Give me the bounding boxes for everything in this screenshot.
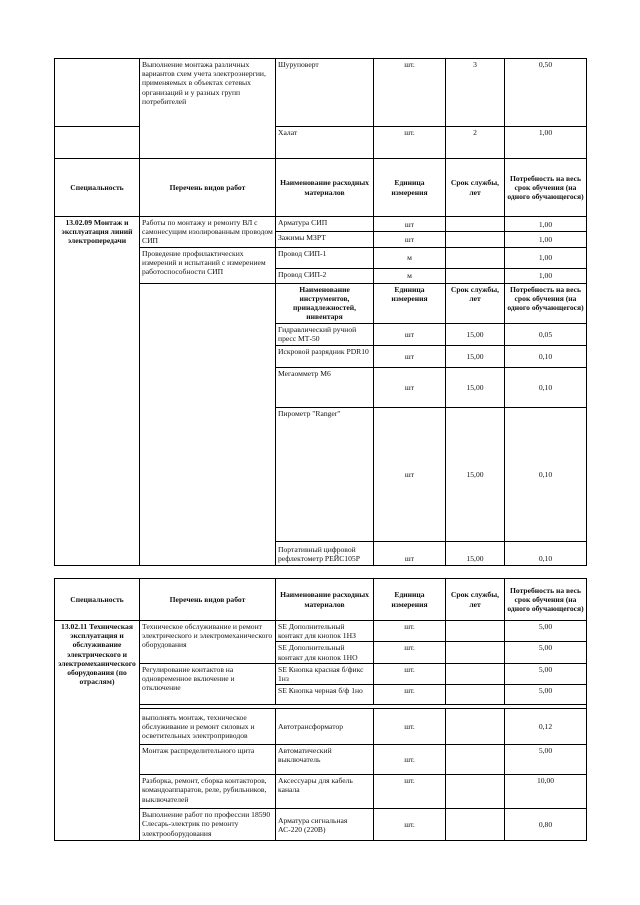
material-unit: м (374, 268, 446, 283)
tool-name: Гидравлический ручной пресс МТ-50 (276, 323, 374, 345)
material-unit: шт. (374, 685, 446, 705)
work-cell: Работы по монтажу и ремонту ВЛ с самонесущим изолированным проводом СИП (140, 217, 276, 248)
material-unit: шт. (374, 621, 446, 642)
material-name: Зажимы МЗРТ (276, 232, 374, 247)
tool-name: Пирометр "Ranger" (276, 407, 374, 541)
tool-unit: шт (374, 367, 446, 407)
subheader-unit: Единица измерения (374, 283, 446, 323)
material-need: 1,00 (505, 232, 587, 247)
material-name: SE Дополнительный контакт для кнопок 1НЗ (276, 621, 374, 642)
subheader-need: Потребность на весь срок обучения (на одного обучающегося) (505, 283, 587, 323)
table-continuation (54, 58, 587, 217)
material-unit: шт. (374, 709, 446, 745)
material-unit: шт. (374, 809, 446, 841)
material-name: Шуруповерт (276, 59, 374, 127)
work-cell: Выполнение монтажа различных вариантов схем учета электроэнергии, применяемых в объектах сетевых организаций и у разных групп потребителей (140, 59, 276, 159)
tool-need: 0,10 (505, 407, 587, 541)
work-cell: Регулирование контактов на одновременное включение и отключение (140, 663, 276, 704)
material-need: 5,00 (505, 642, 587, 663)
material-name: SE Кнопка красная б/фикс 1нз (276, 663, 374, 684)
header-spec: Специальность (55, 579, 140, 621)
header-need: Потребность на весь срок обучения (на одного обучающегося) (505, 159, 587, 217)
material-need: 10,00 (505, 775, 587, 809)
material-need: 5,00 (505, 745, 587, 775)
work-cell: Техническое обслуживание и ремонт электрического и электромеханического оборудования (140, 621, 276, 664)
tool-life: 15,00 (446, 323, 505, 345)
material-need: 1,00 (505, 217, 587, 232)
tool-life: 15,00 (446, 345, 505, 367)
material-name: Арматура сигнальная АС-220 (220В) (276, 809, 374, 841)
tool-need: 0,10 (505, 541, 587, 565)
material-unit: шт. (374, 59, 446, 127)
material-need: 5,00 (505, 621, 587, 642)
material-need: 0,80 (505, 809, 587, 841)
tool-name: Искровой разрядник PDR10 (276, 345, 374, 367)
tool-name: Портативный цифровой рефлектометр РЕЙС105Р (276, 541, 374, 565)
material-unit: шт. (374, 642, 446, 663)
material-name: Халат (276, 127, 374, 159)
material-unit: м (374, 247, 446, 268)
header-materials: Наименование расходных материалов (276, 159, 374, 217)
tool-need: 0,10 (505, 367, 587, 407)
table-13-02-11 (54, 578, 587, 841)
work-cell: Разборка, ремонт, сборка контакторов, командоаппаратов, реле, рубильников, выключателей (140, 775, 276, 809)
tool-unit: шт (374, 345, 446, 367)
material-need: 5,00 (505, 663, 587, 684)
tool-life: 15,00 (446, 407, 505, 541)
work-cell: Монтаж распределительного щита (140, 745, 276, 775)
tool-name: Мегаомметр М6 (276, 367, 374, 407)
material-name: Автотрансформатор (276, 709, 374, 745)
material-life: 3 (446, 59, 505, 127)
material-name: SE Кнопка черная б/ф 1но (276, 685, 374, 705)
header-works: Перечень видов работ (140, 159, 276, 217)
subheader-life: Срок службы, лет (446, 283, 505, 323)
header-life: Срок службы, лет (446, 579, 505, 621)
header-life: Срок службы, лет (446, 159, 505, 217)
material-need: 1,00 (505, 247, 587, 268)
tool-need: 0,05 (505, 323, 587, 345)
material-unit: шт. (374, 745, 446, 775)
material-life: 2 (446, 127, 505, 159)
material-name: Арматура СИП (276, 217, 374, 232)
material-name: Провод СИП-2 (276, 268, 374, 283)
material-name: Провод СИП-1 (276, 247, 374, 268)
tool-life: 15,00 (446, 367, 505, 407)
tool-unit: шт (374, 541, 446, 565)
tool-unit: шт (374, 323, 446, 345)
header-unit: Единица измерения (374, 579, 446, 621)
work-cell: Выполнение работ по профессии 18590 Слесарь-электрик по ремонту электрооборудования (140, 809, 276, 841)
tool-unit: шт (374, 407, 446, 541)
material-need: 1,00 (505, 268, 587, 283)
header-materials: Наименование расходных материалов (276, 579, 374, 621)
material-name: Аксессуары для кабель канала (276, 775, 374, 809)
material-unit: шт. (374, 775, 446, 809)
tool-need: 0,10 (505, 345, 587, 367)
header-works: Перечень видов работ (140, 579, 276, 621)
spec-cell-empty (55, 59, 140, 127)
header-unit: Единица измерения (374, 159, 446, 217)
spec-cell: 13.02.11 Техническая эксплуатация и обслуживание электрического и электромеханического оборудования (по отраслям) (55, 621, 140, 841)
material-name: SE Дополнительный контакт для кнопок 1НО (276, 642, 374, 663)
tool-life: 15,00 (446, 541, 505, 565)
material-need: 0,50 (505, 59, 587, 127)
material-unit: шт (374, 232, 446, 247)
work-cell: выполнять монтаж, техническое обслуживание и ремонт силовых и осветительных электроприводов (140, 709, 276, 745)
header-spec: Специальность (55, 159, 140, 217)
material-need: 5,00 (505, 685, 587, 705)
work-cell: Проведение профилактических измерений и испытаний с измерением работоспособности СИП (140, 247, 276, 283)
material-unit: шт. (374, 663, 446, 684)
header-need: Потребность на весь срок обучения (на одного обучающегося) (505, 579, 587, 621)
material-need: 0,12 (505, 709, 587, 745)
material-name: Автоматический выключатель (276, 745, 374, 775)
subheader-tools: Наименование инструментов, принадлежностей, инвентаря (276, 283, 374, 323)
spec-cell: 13.02.09 Монтаж и эксплуатация линий электропередачи (55, 217, 140, 566)
table-13-02-09 (54, 216, 587, 566)
material-unit: шт (374, 217, 446, 232)
material-unit: шт. (374, 127, 446, 159)
material-need: 1,00 (505, 127, 587, 159)
